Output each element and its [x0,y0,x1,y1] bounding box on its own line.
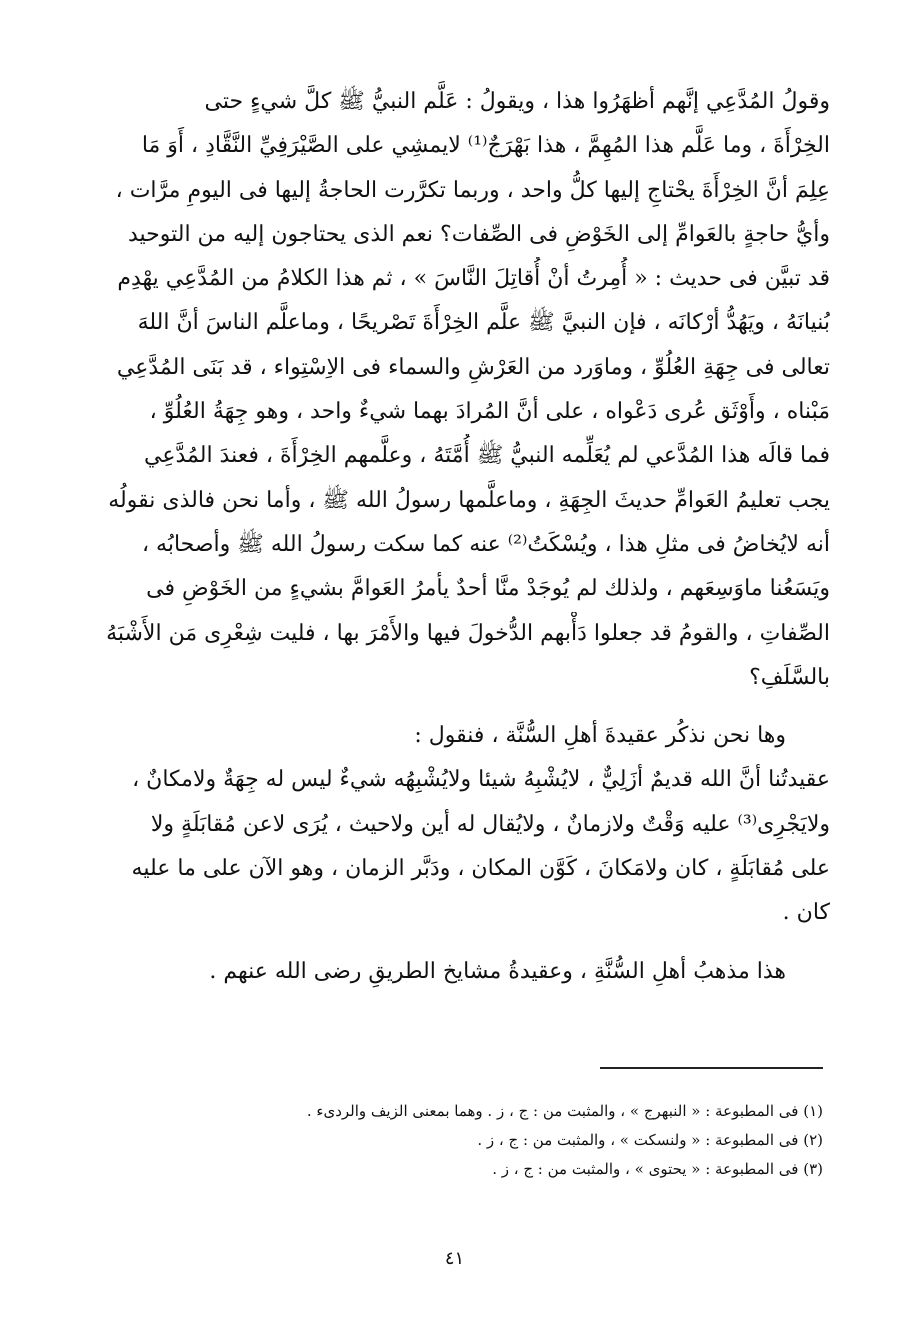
text-line: بالسَّلَفِ؟ [749,664,830,690]
footnote-2: (٢) فى المطبوعة : « ولنسكت » ، والمثبت من : ج ، ز . [477,1131,823,1149]
text-line: وأيُّ حاجةٍ بالعَوامِّ إلى الخَوْضِ فى الصِّفات؟ نعم الذى يحتاجون إليه من التوحيد [127,221,830,247]
text-line: الخِرْأَةَ ، وما عَلَّم هذا المُهِمَّ ، هذا بَهْرَجٌ⁽¹⁾ لايمشِي على الصَّيْرَفِيِّ النَّقَّادِ ، أَوَ مَا [141,133,830,159]
text-line: عقيدتُنا أنَّ الله قديمٌ أزَلِيٌّ ، لايُشْبِهُ شيئا ولايُشْبِهُه شيءٌ ليس له جِهَةٌ ولامكانٌ ، [132,767,830,793]
main-text [80,80,830,994]
text-line: ولايَجْرِى⁽³⁾ عليه وَقْتٌ ولازمانٌ ، ولايُقال له أين ولاحيث ، يُرَى لاعن مُقابَلَةٍ ولا [150,811,830,837]
text-line: كان . [782,900,830,926]
text-line: أنه لايُخاضُ فى مثلِ هذا ، ويُسْكَتُ⁽²⁾ عنه كما سكت رسولُ الله ﷺ وأصحابُه ، [141,531,830,557]
text-line: قد تبيَّن فى حديث : « أُمِرتُ أنْ أُقاتِلَ النَّاسَ » ، ثم هذا الكلامُ من المُدَّعِي يهْدِم [117,266,830,292]
text-line: عِلِمَ أنَّ الخِرْأَةَ يحْتاجِ إليها كلُّ واحد ، وربما تكرَّرت الحاجةُ إليها فى اليومِ مرَّات ، [115,177,830,203]
page-number: ٤١ [444,1248,465,1269]
footnote-separator [600,1067,823,1069]
paragraph-2 [80,714,830,758]
text-line: على مُقابَلَةٍ ، كان ولامَكانَ ، كَوَّن المكان ، ودَبَّر الزمان ، وهو الآن على ما عليه [131,856,830,882]
paragraph-gap [80,700,830,714]
text-line: ويَسَعُنا ماوَسِعَهم ، ولذلك لم يُوجَدْ منَّا أحدٌ يأمرُ العَوامَّ بشيءٍ من الخَوْضِ فى [146,576,830,602]
text-line: وقولُ المُدَّعِي إنَّهم أظهَرُوا هذا ، ويقولُ : عَلَّم النبيُّ ﷺ كلَّ شيءٍ حتى [204,89,830,114]
paragraph-gap [80,936,830,950]
text-line: هذا مذهبُ أهلِ السُّنَّةِ ، وعقيدةُ مشايخ الطريقِ رضى الله عنهم . [209,958,786,984]
text-line: تعالى فى جِهَةِ العُلُوِّ ، وماوَرد من العَرْشِ والسماء فى الاِسْتِواء ، قد بَنَى المُدَّعِي [116,354,830,380]
footnote-3: (٣) فى المطبوعة : « يحتوى » ، والمثبت من : ج ، ز . [492,1160,823,1178]
text-line: يجب تعليمُ العَوامِّ حديثَ الجِهَةِ ، وماعلَّمها رسولُ الله ﷺ ، وأما نحن فالذى نقولُه [108,487,830,513]
text-line: وها نحن نذكُر عقيدةَ أهلِ السُّنَّة ، فنقول : [414,723,786,749]
paragraph-4 [80,950,830,994]
footnotes [180,1097,823,1184]
text-line: فما قالَه هذا المُدَّعي لم يُعَلِّمه النبيُّ ﷺ أُمَّتَهُ ، وعلَّمهم الخِرْأَةَ ، فعندَ المُدَّعِي [144,443,830,469]
text-line: الصِّفاتِ ، والقومُ قد جعلوا دَأْبهم الدُّخولَ فيها والأَمْرَ بها ، فليت شِعْرِى مَن الأَشْبَهُ [106,620,830,646]
paragraph-1 [80,80,830,700]
text-line: بُنيانَهُ ، ويَهُدُّ أرْكانَه ، فإن النبيَّ ﷺ علَّم الخِرْأَةَ تَصْريحًا ، وماعلَّم الناسَ أنَّ اللهَ [137,310,830,336]
paragraph-3 [80,758,830,935]
text-line: مَبْناه ، وأَوْثَق عُرى دَعْواه ، على أنَّ المُرادَ بهما شيءٌ واحد ، وهو جِهَةُ العُلُوِّ ، [149,399,830,425]
footnote-1: (١) فى المطبوعة : « النبهرج » ، والمثبت من : ج ، ز . وهما بمعنى الزيف والردىء . [306,1102,823,1120]
